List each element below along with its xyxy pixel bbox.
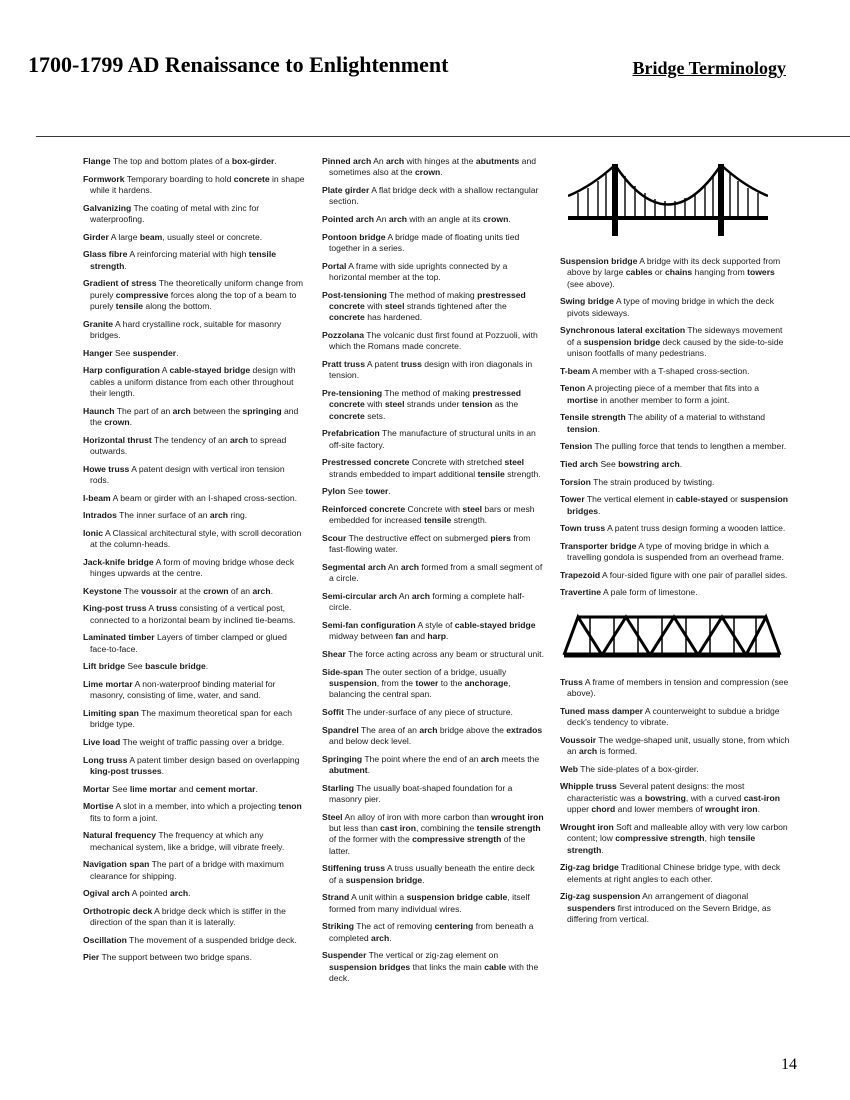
- glossary-definition: A pointed arch.: [131, 888, 191, 899]
- glossary-definition: A member with a T-shaped cross-section.: [592, 365, 750, 376]
- glossary-term: Harp configuration: [83, 365, 160, 376]
- glossary-entry: [83, 249, 305, 272]
- glossary-entry: [322, 921, 544, 944]
- glossary-entry: [560, 541, 790, 564]
- glossary-term: Zig-zag bridge: [560, 862, 619, 873]
- glossary-definition: The strain produced by twisting.: [593, 476, 715, 487]
- glossary-entry: [322, 812, 544, 858]
- glossary-definition: A Classical architectural style, with scroll decoration at the column-heads.: [90, 527, 302, 550]
- glossary-definition: The movement of a suspended bridge deck.: [129, 934, 297, 945]
- glossary-definition: The support between two bridge spans.: [101, 952, 252, 963]
- glossary-entry: [322, 290, 544, 324]
- glossary-entry: [560, 822, 790, 856]
- glossary-term: Semi-fan configuration: [322, 620, 416, 630]
- glossary-term: Side-span: [322, 666, 364, 677]
- glossary-entry: [83, 830, 305, 853]
- glossary-definition: A pale form of limestone.: [603, 587, 698, 598]
- glossary-definition: A style of cable-stayed bridge midway between fan and harp.: [329, 620, 536, 642]
- glossary-definition: A cable-stayed bridge design with cables a uniform distance from each other throughout their length.: [90, 365, 296, 398]
- glossary-entry: [322, 892, 544, 915]
- glossary-entry: [83, 888, 305, 899]
- glossary-term: Tension: [560, 441, 593, 452]
- glossary-term: Tower: [560, 494, 585, 505]
- glossary-term: Pratt truss: [322, 359, 365, 369]
- glossary-term: Wrought iron: [560, 821, 614, 832]
- glossary-term: Reinforced concrete: [322, 504, 406, 514]
- glossary-entry: [322, 591, 544, 614]
- glossary-definition: The sideways movement of a suspension bridge deck caused by the side-to-side unison footfalls of many pedestrians.: [567, 325, 784, 359]
- glossary-term: Ionic: [83, 527, 104, 538]
- glossary-definition: An arch with an angle at its crown.: [375, 214, 511, 224]
- section-title: Bridge Terminology: [632, 58, 786, 78]
- glossary-definition: A form of moving bridge whose deck hinges upwards at the centre.: [90, 556, 295, 579]
- glossary-term: Tensile strength: [560, 412, 626, 423]
- glossary-entry: [322, 620, 544, 643]
- glossary-entry: [560, 862, 790, 885]
- glossary-entry: [322, 649, 544, 660]
- glossary-term: Laminated timber: [83, 632, 155, 643]
- glossary-term: Formwork: [83, 173, 125, 184]
- glossary-term: Swing bridge: [560, 296, 614, 307]
- glossary-entry: [83, 174, 305, 197]
- glossary-entry: [322, 725, 544, 748]
- glossary-entry: [560, 459, 790, 470]
- glossary-term: Haunch: [83, 405, 115, 416]
- glossary-term: Spandrel: [322, 724, 359, 735]
- glossary-definition: The maximum theoretical span for each bridge type.: [90, 707, 293, 730]
- glossary-term: Jack-knife bridge: [83, 556, 154, 567]
- glossary-definition: The theoretically uniform change from purely compressive forces along the top of a beam to purely tensile along the bottom.: [90, 278, 304, 311]
- glossary-entry: [83, 464, 305, 487]
- glossary-entry: [83, 319, 305, 342]
- glossary-term: Howe truss: [83, 463, 130, 474]
- glossary-term: Orthotropic deck: [83, 905, 153, 916]
- glossary-entry: [83, 737, 305, 748]
- glossary-entry: [322, 156, 544, 179]
- glossary-term: Travertine: [560, 587, 602, 598]
- glossary-entry: [322, 863, 544, 886]
- glossary-definition: The under-surface of any piece of structure.: [346, 707, 513, 717]
- glossary-term: Soffit: [322, 707, 344, 717]
- glossary-entry: [560, 494, 790, 517]
- glossary-term: Starling: [322, 782, 354, 793]
- glossary-term: Limiting span: [83, 707, 139, 718]
- glossary-definition: A flat bridge deck with a shallow rectangular section.: [329, 185, 539, 207]
- glossary-definition: The frequency at which any mechanical system, like a bridge, will vibrate freely.: [90, 830, 285, 852]
- glossary-entry: [560, 296, 790, 319]
- glossary-term: Portal: [322, 260, 347, 271]
- glossary-definition: Layers of timber clamped or glued face-to-face.: [90, 632, 287, 654]
- glossary-entry: [83, 232, 305, 243]
- glossary-definition: An arch forming a complete half-circle.: [329, 591, 525, 613]
- glossary-definition: A slot in a member, into which a projecting tenon fits to form a joint.: [90, 801, 302, 823]
- glossary-definition: An alloy of iron with more carbon than wrought iron but less than cast iron, combining the tensile strength of the former with the compressive strength of the latter.: [329, 811, 544, 856]
- glossary-definition: The manufacture of structural units in an off-site factory.: [329, 428, 536, 450]
- glossary-term: Steel: [322, 811, 343, 822]
- glossary-definition: A frame with side uprights connected by a horizontal member at the top.: [329, 260, 508, 282]
- glossary-term: Oscillation: [83, 934, 127, 945]
- glossary-entry: [83, 586, 305, 597]
- glossary-definition: A frame of members in tension and compression (see above).: [567, 676, 789, 699]
- glossary-entry: [322, 486, 544, 497]
- glossary-term: I-beam: [83, 492, 111, 503]
- glossary-definition: The wedge-shaped unit, usually stone, from which an arch is formed.: [567, 734, 790, 757]
- glossary-definition: The method of making prestressed concrete with steel strands tightened after the concrete has hardened.: [329, 289, 526, 323]
- glossary-definition: A patent truss design forming a wooden lattice.: [607, 523, 786, 534]
- glossary-column-2: [322, 156, 544, 991]
- page-title: 1700-1799 AD Renaissance to Enlightenment: [28, 52, 449, 77]
- glossary-entry: [83, 632, 305, 655]
- glossary-entry: [83, 156, 305, 167]
- glossary-entry: [83, 510, 305, 521]
- page-number: 14: [781, 1056, 797, 1073]
- glossary-term: Pinned arch: [322, 156, 372, 166]
- glossary-entry: [322, 457, 544, 480]
- glossary-entry: [83, 952, 305, 963]
- glossary-term: Trapezoid: [560, 569, 601, 580]
- glossary-term: Suspension bridge: [560, 256, 638, 266]
- glossary-entry: [322, 707, 544, 718]
- glossary-term: Transporter bridge: [560, 540, 637, 551]
- glossary-term: Flange: [83, 156, 111, 166]
- glossary-term: Striking: [322, 921, 354, 932]
- glossary-entry: [83, 435, 305, 458]
- glossary-term: Live load: [83, 736, 121, 747]
- glossary-definition: The side-plates of a box-girder.: [580, 763, 699, 774]
- glossary-term: Mortar: [83, 783, 110, 794]
- glossary-definition: Temporary boarding to hold concrete in shape while it hardens.: [90, 173, 305, 195]
- glossary-column-1: [83, 156, 305, 970]
- glossary-definition: The part of an arch between the springing and the crown.: [90, 405, 299, 427]
- glossary-term: Pylon: [322, 486, 346, 497]
- glossary-term: Mortise: [83, 801, 114, 812]
- glossary-definition: A large beam, usually steel or concrete.: [110, 231, 263, 242]
- suspension-bridge-illustration: [568, 156, 768, 246]
- glossary-definition: A beam or girder with an I-shaped cross-section.: [112, 492, 298, 503]
- glossary-term: Strand: [322, 892, 350, 903]
- glossary-term: Springing: [322, 753, 363, 764]
- glossary-entry: [83, 801, 305, 824]
- glossary-term: T-beam: [560, 365, 591, 376]
- glossary-entry: [560, 781, 790, 815]
- glossary-definition: The destructive effect on submerged piers from fast-flowing water.: [329, 533, 531, 555]
- glossary-definition: The pulling force that tends to lengthen a member.: [594, 441, 787, 452]
- glossary-definition: A truss consisting of a vertical post, connected to a horizontal beam by inclined tie-beams.: [90, 603, 296, 625]
- glossary-definition: A four-sided figure with one pair of parallel sides.: [602, 569, 788, 580]
- glossary-entry: [83, 661, 305, 672]
- glossary-entry: [322, 533, 544, 556]
- glossary-entry: [83, 278, 305, 312]
- glossary-definition: The area of an arch bridge above the extrados and below deck level.: [329, 724, 543, 746]
- glossary-term: Plate girder: [322, 185, 370, 195]
- glossary-entry: [560, 587, 790, 598]
- glossary-entry: [560, 706, 790, 729]
- glossary-entry: [83, 784, 305, 795]
- glossary-term: Truss: [560, 676, 583, 687]
- glossary-definition: Several patent designs: the most characteristic was a bowstring, with a curved cast-iron upper chord and lower members of wrought iron.: [567, 781, 781, 815]
- glossary-term: Zig-zag suspension: [560, 891, 641, 902]
- glossary-term: Scour: [322, 533, 347, 543]
- glossary-term: Gradient of stress: [83, 278, 157, 289]
- glossary-entry: [560, 412, 790, 435]
- glossary-term: Glass fibre: [83, 249, 128, 260]
- glossary-definition: A reinforcing material with high tensile strength.: [90, 249, 276, 271]
- glossary-definition: A bridge made of floating units tied together in a series.: [329, 231, 520, 253]
- glossary-entry: [322, 185, 544, 208]
- glossary-term: Segmental arch: [322, 562, 386, 572]
- glossary-definition: The vertical element in cable-stayed or suspension bridges.: [567, 494, 789, 516]
- glossary-definition: The usually boat-shaped foundation for a masonry pier.: [329, 782, 513, 804]
- glossary-term: Post-tensioning: [322, 289, 387, 300]
- glossary-definition: See bascule bridge.: [127, 661, 209, 672]
- glossary-term: Pontoon bridge: [322, 231, 386, 242]
- glossary-term: Shear: [322, 649, 346, 659]
- glossary-definition: A hard crystalline rock, suitable for masonry bridges.: [90, 318, 282, 340]
- glossary-definition: See lime mortar and cement mortar.: [112, 783, 258, 794]
- glossary-definition: The tendency of an arch to spread outwards.: [90, 434, 287, 456]
- glossary-entry: [560, 523, 790, 534]
- glossary-definition: The voussoir at the crown of an arch.: [123, 585, 273, 596]
- glossary-definition: See tower.: [347, 486, 391, 497]
- glossary-entry: [83, 203, 305, 226]
- glossary-entry: [83, 708, 305, 731]
- glossary-entry: [322, 330, 544, 353]
- glossary-definition: The coating of metal with zinc for waterproofing.: [90, 202, 260, 224]
- glossary-entry: [322, 504, 544, 527]
- glossary-column-3: [560, 156, 790, 932]
- glossary-definition: The outer section of a bridge, usually suspension, from the tower to the anchorage, balancing the central span.: [329, 666, 511, 700]
- glossary-entry: [322, 754, 544, 777]
- glossary-definition: A patent truss design with iron diagonals in tension.: [329, 359, 533, 381]
- glossary-entry: [83, 406, 305, 429]
- glossary-term: Torsion: [560, 476, 591, 487]
- glossary-entry: [560, 764, 790, 775]
- glossary-definition: The vertical or zig-zag element on suspension bridges that links the main cable with the deck.: [329, 950, 539, 984]
- glossary-entry: [322, 428, 544, 451]
- glossary-definition: The weight of traffic passing over a bridge.: [122, 736, 285, 747]
- glossary-entry: [322, 359, 544, 382]
- glossary-term: Intrados: [83, 510, 117, 521]
- glossary-entry: [83, 679, 305, 702]
- glossary-definition: A patent timber design based on overlapping king-post trusses.: [90, 754, 300, 776]
- glossary-definition: The part of a bridge with maximum clearance for shipping.: [90, 859, 284, 881]
- glossary-entry: [322, 388, 544, 422]
- glossary-entry: [560, 325, 790, 359]
- glossary-entry: [322, 783, 544, 806]
- glossary-entry: [322, 562, 544, 585]
- glossary-definition: The inner surface of an arch ring.: [119, 510, 248, 521]
- glossary-term: Galvanizing: [83, 202, 132, 213]
- glossary-term: King-post truss: [83, 603, 147, 614]
- glossary-term: Stiffening truss: [322, 863, 386, 874]
- glossary-term: Navigation span: [83, 859, 150, 870]
- glossary-definition: A counterweight to subdue a bridge deck's tendency to vibrate.: [567, 705, 780, 728]
- glossary-definition: The act of removing centering from beneath a completed arch.: [329, 921, 534, 943]
- glossary-entry: [83, 557, 305, 580]
- glossary-entry: [83, 906, 305, 929]
- glossary-term: Whipple truss: [560, 781, 617, 792]
- glossary-term: Long truss: [83, 754, 128, 765]
- glossary-term: Granite: [83, 318, 114, 329]
- glossary-term: Town truss: [560, 523, 606, 534]
- truss-illustration: [562, 611, 782, 669]
- glossary-entry: [560, 570, 790, 581]
- glossary-term: Pre-tensioning: [322, 388, 383, 398]
- glossary-term: Girder: [83, 231, 109, 242]
- glossary-term: Synchronous lateral excitation: [560, 325, 686, 336]
- glossary-entry: [322, 232, 544, 255]
- glossary-definition: A bridge deck which is stiffer in the direction of the span than it is laterally.: [90, 905, 286, 928]
- glossary-term: Natural frequency: [83, 830, 157, 841]
- glossary-entry: [560, 677, 790, 700]
- glossary-entry: [83, 603, 305, 626]
- glossary-entry: [83, 755, 305, 778]
- glossary-term: Pointed arch: [322, 214, 375, 224]
- glossary-term: Suspender: [322, 950, 367, 961]
- glossary-entry: [322, 214, 544, 225]
- glossary-definition: An arch formed from a small segment of a circle.: [329, 562, 543, 584]
- glossary-term: Pier: [83, 952, 100, 963]
- glossary-definition: Concrete with steel bars or mesh embedded for increased tensile strength.: [329, 504, 535, 526]
- glossary-definition: The ability of a material to withstand tension.: [567, 412, 766, 434]
- glossary-definition: A unit within a suspension bridge cable, itself formed from many individual wires.: [329, 892, 530, 914]
- glossary-entry: [560, 477, 790, 488]
- glossary-entry: [560, 441, 790, 452]
- glossary-definition: An arch with hinges at the abutments and sometimes also at the crown.: [329, 156, 537, 178]
- glossary-entry: [83, 493, 305, 504]
- glossary-entry: [560, 383, 790, 406]
- glossary-entry: [83, 365, 305, 399]
- glossary-term: Voussoir: [560, 734, 597, 745]
- glossary-entry: [560, 366, 790, 377]
- glossary-term: Tenon: [560, 383, 586, 394]
- glossary-term: Hanger: [83, 347, 113, 358]
- glossary-term: Tuned mass damper: [560, 705, 643, 716]
- glossary-term: Pozzolana: [322, 330, 365, 340]
- glossary-definition: Soft and malleable alloy with very low carbon content; low compressive strength, high tensile strength.: [567, 821, 788, 855]
- glossary-definition: The volcanic dust first found at Pozzuoli, with which the Romans made concrete.: [329, 330, 538, 352]
- glossary-definition: A type of moving bridge in which a travelling gondola is suspended from an overhead frame.: [567, 540, 784, 563]
- glossary-definition: A truss usually beneath the entire deck of a suspension bridge.: [329, 863, 535, 885]
- glossary-term: Lift bridge: [83, 661, 126, 672]
- glossary-definition: An arrangement of diagonal suspenders first introduced on the Severn Bridge, as differing from vertical.: [567, 891, 771, 924]
- glossary-definition: Traditional Chinese bridge type, with deck elements at right angles to each other.: [567, 862, 781, 884]
- glossary-definition: The force acting across any beam or structural unit.: [348, 649, 544, 659]
- glossary-definition: See suspender.: [115, 347, 179, 358]
- glossary-definition: See bowstring arch.: [600, 459, 683, 469]
- glossary-entry: [322, 950, 544, 984]
- glossary-entry: [560, 256, 790, 290]
- glossary-definition: The point where the end of an arch meets the abutment.: [329, 753, 540, 775]
- glossary-term: Keystone: [83, 585, 122, 596]
- glossary-definition: Concrete with stretched steel strands embedded to impart additional tensile strength.: [329, 457, 541, 479]
- glossary-entry: [560, 735, 790, 758]
- glossary-term: Prestressed concrete: [322, 457, 410, 468]
- header-divider: [36, 136, 850, 137]
- glossary-entry: [322, 261, 544, 284]
- glossary-definition: A patent design with vertical iron tension rods.: [90, 463, 285, 485]
- glossary-definition: A non-waterproof binding material for masonry, consisting of lime, water, and sand.: [90, 678, 276, 701]
- glossary-definition: A projecting piece of a member that fits into a mortise in another member to form a joint.: [567, 383, 760, 405]
- glossary-entry: [322, 667, 544, 701]
- glossary-entry: [83, 528, 305, 551]
- glossary-entry: [560, 891, 790, 925]
- glossary-entry: [83, 348, 305, 359]
- glossary-definition: The top and bottom plates of a box-girder.: [112, 156, 277, 166]
- glossary-entry: [83, 859, 305, 882]
- glossary-entry: [83, 935, 305, 946]
- glossary-term: Tied arch: [560, 459, 599, 469]
- glossary-term: Lime mortar: [83, 678, 133, 689]
- glossary-term: Horizontal thrust: [83, 434, 152, 445]
- glossary-definition: A bridge with its deck supported from above by large cables or chains hanging from towers (see above).: [567, 256, 781, 289]
- glossary-term: Web: [560, 763, 578, 774]
- glossary-definition: A type of moving bridge in which the deck pivots sideways.: [567, 296, 774, 318]
- glossary-definition: The method of making prestressed concrete with steel strands under tension as the concrete sets.: [329, 388, 522, 421]
- glossary-term: Ogival arch: [83, 888, 130, 899]
- glossary-term: Semi-circular arch: [322, 591, 397, 601]
- glossary-term: Prefabrication: [322, 428, 380, 439]
